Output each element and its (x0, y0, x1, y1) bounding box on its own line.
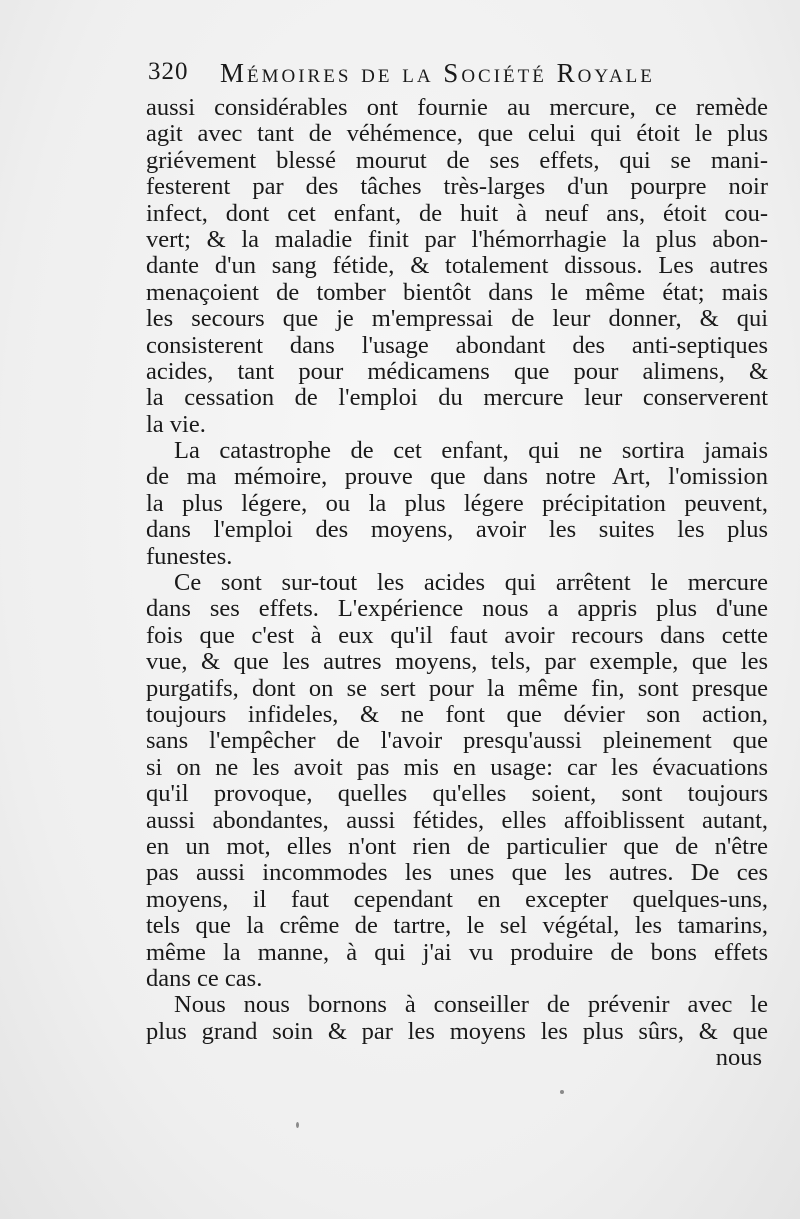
text-line: purgatifs, dont on se sert pour la même fin, sont presque (146, 674, 768, 702)
text-line: pas aussi incommodes les unes que les autres. De ces (146, 859, 768, 887)
running-title: Mémoires de la Société Royale (220, 58, 655, 88)
text-line: la plus légere, ou la plus légere précipitation peuvent, (146, 489, 768, 517)
text-line: même la manne, à qui j'ai vu produire de bons effets (146, 938, 768, 966)
text-line: sans l'empêcher de l'avoir presqu'aussi pleinement que (146, 727, 768, 755)
text-line: dans ses effets. L'expérience nous a appris plus d'une (146, 595, 768, 623)
text-line: tels que la crême de tartre, le sel végétal, les tamarins, (146, 912, 768, 940)
text-line: acides, tant pour médicamens que pour alimens, & (146, 357, 768, 385)
paragraph-end-line: dans ce cas. (146, 964, 263, 992)
text-line: aussi considérables ont fournie au mercure, ce remède (146, 94, 768, 121)
paragraph-start-line: Nous nous bornons à conseiller de prévenir avec le (174, 991, 768, 1019)
text-line: griévement blessé mourut de ses effets, qui se mani- (146, 146, 768, 174)
text-line: agit avec tant de véhémence, que celui qui étoit le plus (146, 120, 768, 148)
paper-speck (560, 1090, 564, 1094)
text-line: les secours que je m'empressai de leur donner, & qui (146, 305, 768, 333)
page-number: 320 (148, 58, 189, 85)
text-line: plus grand soin & par les moyens les plus sûrs, & que (146, 1017, 768, 1045)
catchword: nous (715, 1044, 762, 1072)
paragraph-end-line: funestes. (146, 542, 233, 570)
text-line: infect, dont cet enfant, de huit à neuf ans, étoit cou- (146, 199, 768, 227)
text-line: fois que c'est à eux qu'il faut avoir recours dans cette (146, 621, 768, 649)
text-line: vert; & la maladie finit par l'hémorrhagie la plus abon- (146, 225, 768, 253)
text-line: si on ne les avoit pas mis en usage: car les évacuations (146, 753, 768, 781)
text-line: menaçoient de tomber bientôt dans le même état; mais (146, 278, 768, 306)
paragraph-start-line: La catastrophe de cet enfant, qui ne sortira jamais (174, 437, 768, 465)
text-line: en un mot, elles n'ont rien de particulier que de n'être (146, 832, 768, 860)
page-header (148, 58, 768, 94)
text-line: la cessation de l'emploi du mercure leur conserverent (146, 384, 768, 412)
text-line: qu'il provoque, quelles qu'elles soient, sont toujours (146, 780, 768, 808)
text-line: consisterent dans l'usage abondant des anti-septiques (146, 331, 768, 359)
text-line: moyens, il faut cependant en excepter quelques-uns, (146, 885, 768, 913)
text-line: de ma mémoire, prouve que dans notre Art, l'omission (146, 463, 768, 491)
paragraph-end-line: la vie. (146, 410, 206, 438)
text-line: festerent par des tâches très-larges d'un pourpre noir (146, 173, 768, 201)
text-line: dans l'emploi des moyens, avoir les suites les plus (146, 516, 768, 544)
paper-speck (296, 1122, 299, 1128)
body-text (146, 95, 768, 1071)
text-line: dante d'un sang fétide, & totalement dissous. Les autres (146, 252, 768, 280)
text-line: aussi abondantes, aussi fétides, elles affoiblissent autant, (146, 806, 768, 834)
text-line: toujours infideles, & ne font que dévier son action, (146, 700, 768, 728)
paragraph-start-line: Ce sont sur-tout les acides qui arrêtent le mercure (174, 569, 768, 597)
text-line: vue, & que les autres moyens, tels, par exemple, que les (146, 648, 768, 676)
